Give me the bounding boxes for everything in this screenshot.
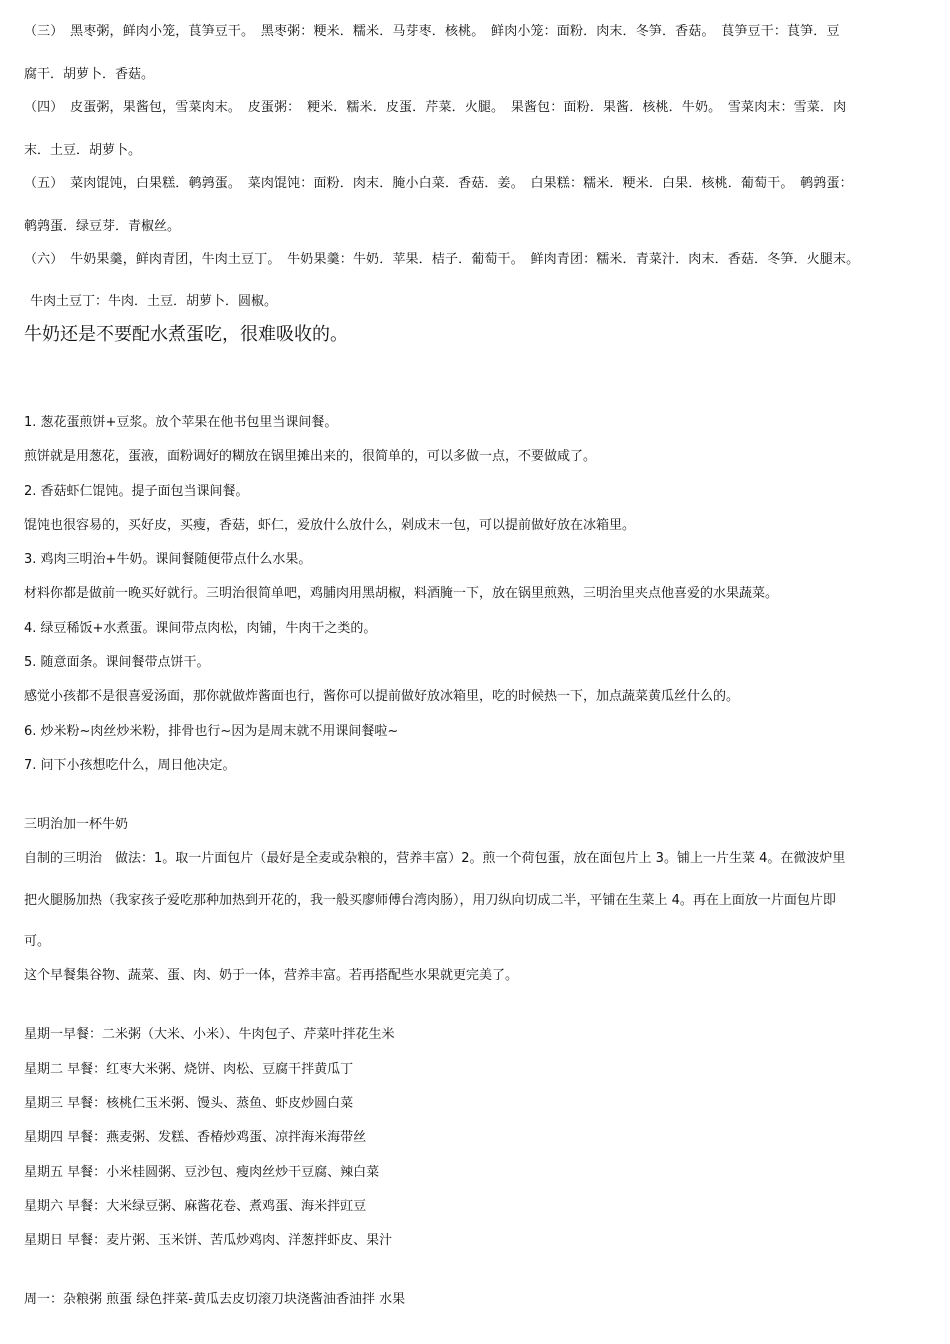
sandwich-summary: 这个早餐集谷物、蔬菜、蛋、肉、奶于一体，营养丰富。若再搭配些水果就更完美了。	[24, 968, 519, 983]
menu-section-6-line-2: 牛肉土豆丁：牛肉．土豆．胡萝卜．圆椒。	[30, 294, 278, 309]
list-item: 6. 炒米粉~肉丝炒米粉，排骨也行~因为是周末就不用课间餐啦~	[24, 724, 399, 739]
milk-note-heading: 牛奶还是不要配水煮蛋吃，很难吸收的。	[24, 324, 348, 345]
menu-section-5-line-1: （五） 菜肉馄饨，白果糕．鹌鹑蛋。 菜肉馄饨：面粉．肉末．腌小白菜．香菇．姜。 白果糕：糯米．粳米．白果．核桃．葡萄干。 鹌鹑蛋：	[24, 176, 853, 191]
list-item: 煎饼就是用葱花，蛋液，面粉调好的糊放在锅里摊出来的，很简单的，可以多做一点，不要做咸了。	[24, 449, 597, 464]
weekly-breakfast-item: 星期五 早餐：小米桂圆粥、豆沙包、瘦肉丝炒干豆腐、辣白菜	[24, 1165, 380, 1180]
weekly-breakfast-item: 星期四 早餐：燕麦粥、发糕、香椿炒鸡蛋、凉拌海米海带丝	[24, 1130, 367, 1145]
list-item: 7. 问下小孩想吃什么，周日他决定。	[24, 758, 236, 773]
sandwich-title: 三明治加一杯牛奶	[24, 817, 129, 832]
menu-section-3-line-2: 腐干．胡萝卜．香菇。	[24, 67, 155, 82]
weekly-breakfast-item: 星期一早餐：二米粥（大米、小米）、牛肉包子、芹菜叶拌花生米	[24, 1027, 395, 1042]
list-item: 馄饨也很容易的，买好皮，买瘦，香菇，虾仁，爱放什么放什么，剁成末一包，可以提前做好放在冰箱里。	[24, 518, 636, 533]
menu-section-3-line-1: （三） 黑枣粥，鲜肉小笼，茛笋豆干。 黑枣粥：粳米．糯米．马芽枣．核桃。 鲜肉小笼：面粉．肉末．冬笋．香菇。 茛笋豆干：茛笋．豆	[24, 24, 840, 39]
sandwich-method-line-2: 把火腿肠加热（我家孩子爱吃那种加热到开花的，我一般买廖师傅台湾肉肠），用刀纵向切成二半，平铺在生菜上 4。再在上面放一片面包片即	[24, 893, 836, 908]
menu-section-6-line-1: （六） 牛奶果羹，鲜肉青团，牛肉土豆丁。 牛奶果羹：牛奶．苹果．桔子．葡萄干。 鲜肉青团：糯米．青菜汁．肉末．香菇．冬笋．火腿末。	[24, 252, 860, 267]
list-item: 2. 香菇虾仁馄饨。提子面包当课间餐。	[24, 484, 249, 499]
menu-section-4-line-1: （四） 皮蛋粥，果酱包，雪菜肉末。 皮蛋粥： 粳米．糯米．皮蛋．芹菜．火腿。 果酱包：面粉．果酱．核桃．牛奶。 雪菜肉末：雪菜．肉	[24, 100, 847, 115]
weekly-breakfast-item: 星期六 早餐：大米绿豆粥、麻酱花卷、煮鸡蛋、海米拌豇豆	[24, 1199, 367, 1214]
sandwich-method-line-1: 自制的三明治 做法：1。取一片面包片（最好是全麦或杂粮的，营养丰富）2。煎一个荷包蛋，放在面包片上 3。铺上一片生菜 4。在微波炉里	[24, 851, 846, 866]
weekly-breakfast-item: 星期二 早餐：红枣大米粥、烧饼、肉松、豆腐干拌黄瓜丁	[24, 1062, 354, 1077]
list-item: 材料你都是做前一晚买好就行。三明治很简单吧，鸡脯肉用黑胡椒，料酒腌一下，放在锅里煎熟，三明治里夹点他喜爱的水果蔬菜。	[24, 586, 779, 601]
list-item: 感觉小孩都不是很喜爱汤面，那你就做炸酱面也行，酱你可以提前做好放冰箱里，吃的时候热一下，加点蔬菜黄瓜丝什么的。	[24, 689, 740, 704]
list-item: 5. 随意面条。课间餐带点饼干。	[24, 655, 210, 670]
list-item: 4. 绿豆稀饭+水煮蛋。课间带点肉松，肉铺，牛肉干之类的。	[24, 621, 377, 636]
weekday-plan-item: 周一：杂粮粥 煎蛋 绿色拌菜-黄瓜去皮切滚刀块浇酱油香油拌 水果	[24, 1292, 406, 1307]
weekly-breakfast-item: 星期日 早餐：麦片粥、玉米饼、苦瓜炒鸡肉、洋葱拌虾皮、果汁	[24, 1233, 393, 1248]
list-item: 3. 鸡肉三明治+牛奶。课间餐随便带点什么水果。	[24, 552, 312, 567]
list-item: 1. 葱花蛋煎饼+豆浆。放个苹果在他书包里当课间餐。	[24, 415, 338, 430]
weekly-breakfast-item: 星期三 早餐：核桃仁玉米粥、馒头、蒸鱼、虾皮炒圆白菜	[24, 1096, 354, 1111]
sandwich-method-line-3: 可。	[24, 934, 51, 949]
menu-section-4-line-2: 末．土豆．胡萝卜。	[24, 143, 142, 158]
menu-section-5-line-2: 鹌鹑蛋．绿豆芽．青椒丝。	[24, 219, 181, 234]
